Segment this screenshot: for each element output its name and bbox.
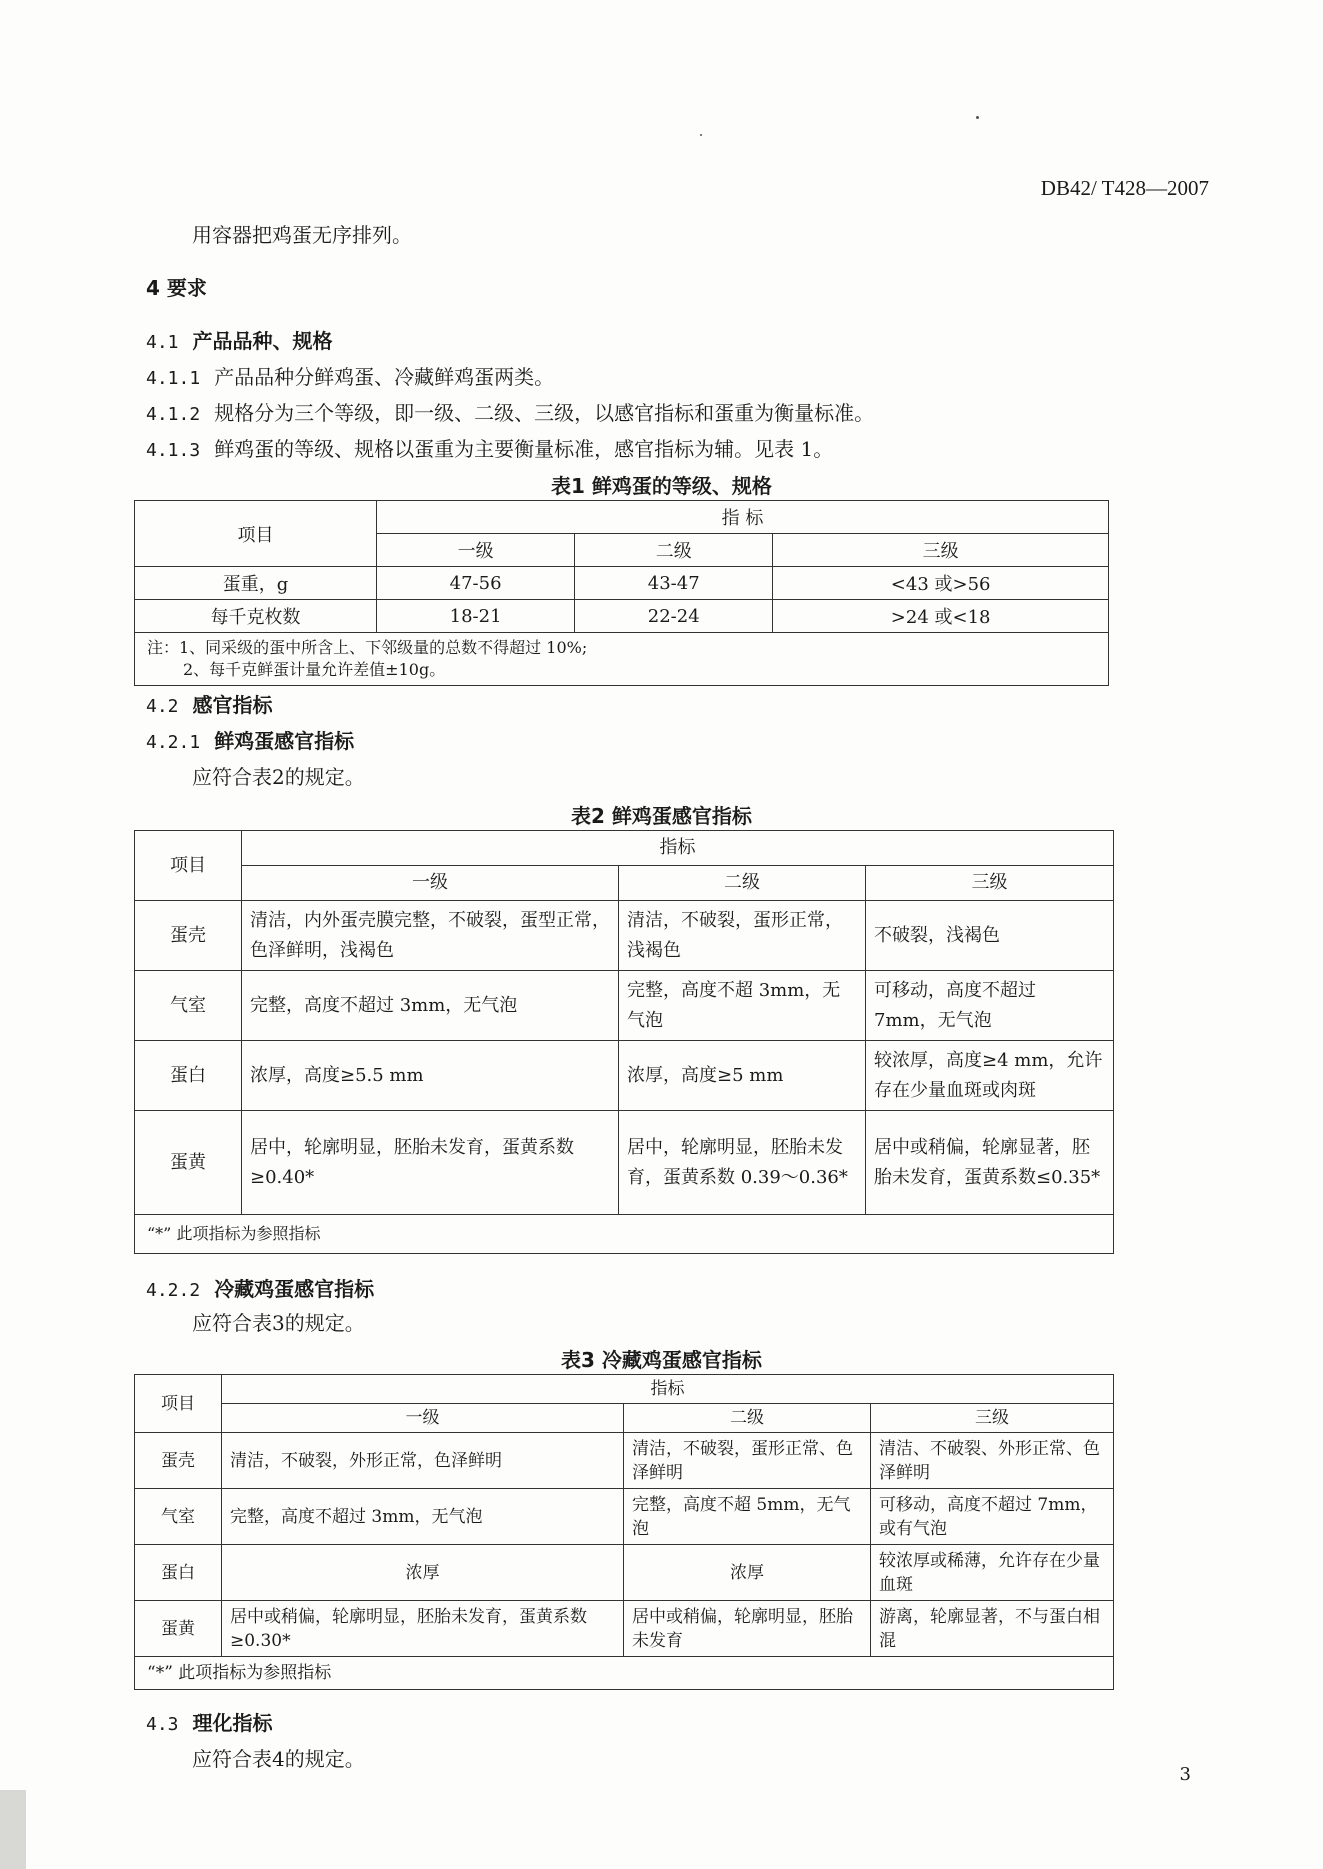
table-cell: 完整，高度不超 3mm，无气泡 (619, 971, 866, 1041)
table-cell: 清洁，不破裂，外形正常，色泽鲜明 (222, 1433, 624, 1489)
section-title: 理化指标 (192, 1711, 273, 1735)
table-cell: 居中或稍偏，轮廓明显，胚胎未发育 (624, 1601, 871, 1657)
section-number: 4.1.3 (146, 440, 201, 461)
section-4-1-2 (146, 398, 874, 430)
table-cell: 较浓厚或稀薄，允许存在少量血斑 (871, 1545, 1114, 1601)
table-cell: 浓厚 (624, 1545, 871, 1601)
table-cell: 居中或稍偏，轮廓显著，胚胎未发育，蛋黄系数≤0.35* (866, 1111, 1114, 1215)
scan-dot (700, 134, 702, 136)
paragraph-line: 应符合表4的规定。 (192, 1747, 365, 1771)
table-row (135, 1489, 1114, 1545)
row-label: 蛋白 (135, 1545, 222, 1601)
paragraph-line: 应符合表2的规定。 (192, 765, 365, 789)
section-number: 4.2 (146, 696, 179, 717)
table-row (135, 1433, 1114, 1489)
row-label: 蛋白 (135, 1041, 242, 1111)
grade-header: 一级 (222, 1404, 624, 1433)
table-cell: 清洁，内外蛋壳膜完整，不破裂，蛋型正常，色泽鲜明，浅褐色 (242, 901, 619, 971)
table-cell: 游离，轮廓显著，不与蛋白相混 (871, 1601, 1114, 1657)
note-line: 2、每千克鲜蛋计量允许差值±10g。 (183, 660, 446, 679)
row-label: 蛋壳 (135, 901, 242, 971)
row-label: 蛋壳 (135, 1433, 222, 1489)
table-note (135, 633, 1109, 686)
table-row (135, 1111, 1114, 1215)
section-text: 鲜鸡蛋的等级、规格以蛋重为主要衡量标准，感官指标为辅。见表 1。 (214, 437, 834, 461)
row-label: 气室 (135, 971, 242, 1041)
section-4-2 (146, 690, 273, 722)
grade-header: 二级 (624, 1404, 871, 1433)
table-cell: 22-24 (575, 600, 773, 633)
grade-header: 三级 (871, 1404, 1114, 1433)
table-cell: 完整，高度不超 5mm，无气泡 (624, 1489, 871, 1545)
row-label: 蛋黄 (135, 1601, 222, 1657)
table-cell: 居中，轮廓明显，胚胎未发育，蛋黄系数 0.39～0.36* (619, 1111, 866, 1215)
section-number: 4.2.2 (146, 1280, 201, 1301)
section-number: 4.1 (146, 332, 179, 353)
section-number: 4.1.2 (146, 404, 201, 425)
table-1-caption: 表1 鲜鸡蛋的等级、规格 (551, 474, 772, 498)
section-title: 感官指标 (192, 693, 273, 717)
table-cell: 清洁，不破裂，蛋形正常，浅褐色 (619, 901, 866, 971)
grade-header: 三级 (866, 866, 1114, 901)
section-4-1-3 (146, 434, 833, 466)
document-code: DB42/ T428—2007 (1040, 176, 1209, 200)
table-note: “*” 此项指标为参照指标 (135, 1215, 1114, 1254)
table-cell: 不破裂，浅褐色 (866, 901, 1114, 971)
table-2 (134, 830, 1114, 1254)
header-index: 指标 (242, 831, 1114, 866)
section-text: 产品品种分鲜鸡蛋、冷藏鲜鸡蛋两类。 (214, 365, 555, 389)
table-cell: 浓厚，高度≥5 mm (619, 1041, 866, 1111)
page-number: 3 (1179, 1764, 1191, 1785)
table-row (135, 971, 1114, 1041)
table-cell: 可移动，高度不超过 7mm，或有气泡 (871, 1489, 1114, 1545)
section-4-1 (146, 326, 333, 358)
row-label: 蛋重，g (135, 567, 377, 600)
table-cell: 居中或稍偏，轮廓明显，胚胎未发育，蛋黄系数≥0.30* (222, 1601, 624, 1657)
table-3-caption: 表3 冷藏鸡蛋感官指标 (561, 1348, 762, 1372)
section-4-2-1 (146, 726, 354, 758)
row-label: 蛋黄 (135, 1111, 242, 1215)
table-cell: 47-56 (377, 567, 575, 600)
table-1 (134, 500, 1109, 686)
section-text: 规格分为三个等级，即一级、二级、三级，以感官指标和蛋重为衡量标准。 (214, 401, 875, 425)
header-index: 指标 (222, 1375, 1114, 1404)
table-cell: <43 或>56 (773, 567, 1109, 600)
table-2-caption: 表2 鲜鸡蛋感官指标 (571, 804, 752, 828)
paragraph-line: 用容器把鸡蛋无序排列。 (192, 223, 412, 247)
paragraph-line: 应符合表3的规定。 (192, 1311, 365, 1335)
table-row (135, 901, 1114, 971)
table-row (135, 567, 1109, 600)
header-item: 项目 (135, 831, 242, 901)
scan-edge (0, 1790, 26, 1869)
grade-header: 二级 (575, 534, 773, 567)
grade-header: 一级 (242, 866, 619, 901)
header-item: 项目 (135, 1375, 222, 1433)
table-row (135, 1545, 1114, 1601)
section-4-1-1 (146, 362, 554, 394)
scan-dot (976, 116, 979, 119)
table-cell: 浓厚，高度≥5.5 mm (242, 1041, 619, 1111)
table-cell: 18-21 (377, 600, 575, 633)
section-number: 4.1.1 (146, 368, 201, 389)
table-cell: 可移动，高度不超过 7mm，无气泡 (866, 971, 1114, 1041)
table-cell: 清洁，不破裂，蛋形正常、色泽鲜明 (624, 1433, 871, 1489)
table-row (135, 1601, 1114, 1657)
section-title: 产品品种、规格 (192, 329, 333, 353)
section-number: 4.2.1 (146, 732, 201, 753)
table-note: “*” 此项指标为参照指标 (135, 1657, 1114, 1690)
table-cell: 43-47 (575, 567, 773, 600)
grade-header: 三级 (773, 534, 1109, 567)
section-4-3 (146, 1708, 273, 1740)
table-row (135, 1041, 1114, 1111)
table-cell: 较浓厚，高度≥4 mm，允许存在少量血斑或肉斑 (866, 1041, 1114, 1111)
header-item: 项目 (135, 501, 377, 567)
header-index: 指 标 (377, 501, 1109, 534)
grade-header: 二级 (619, 866, 866, 901)
row-label: 每千克枚数 (135, 600, 377, 633)
grade-header: 一级 (377, 534, 575, 567)
note-line: 注：1、同采级的蛋中所含上、下邻级量的总数不得超过 10%; (147, 638, 588, 657)
table-cell: 完整，高度不超过 3mm，无气泡 (242, 971, 619, 1041)
table-cell: 浓厚 (222, 1545, 624, 1601)
section-title: 鲜鸡蛋感官指标 (214, 729, 355, 753)
section-4-heading: 4 要求 (146, 276, 207, 300)
section-4-2-2 (146, 1274, 374, 1306)
table-3 (134, 1374, 1114, 1690)
table-row (135, 600, 1109, 633)
row-label: 气室 (135, 1489, 222, 1545)
table-cell: 完整，高度不超过 3mm，无气泡 (222, 1489, 624, 1545)
table-cell: 居中，轮廓明显，胚胎未发育，蛋黄系数≥0.40* (242, 1111, 619, 1215)
table-cell: 清洁、不破裂、外形正常、色泽鲜明 (871, 1433, 1114, 1489)
section-title: 冷藏鸡蛋感官指标 (214, 1277, 375, 1301)
table-cell: >24 或<18 (773, 600, 1109, 633)
section-number: 4.3 (146, 1714, 179, 1735)
